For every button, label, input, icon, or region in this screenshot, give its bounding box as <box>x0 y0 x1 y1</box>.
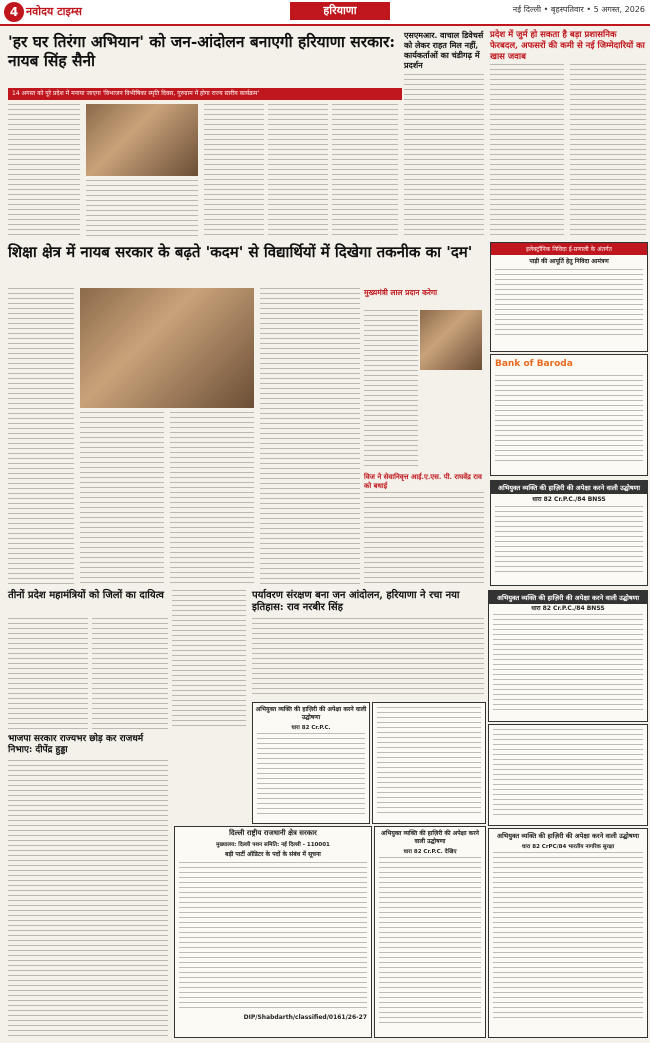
lead-photo-caption <box>86 180 198 236</box>
right-body-col2 <box>570 64 646 236</box>
public-notice <box>174 826 372 1038</box>
lead-body-col1 <box>8 104 80 236</box>
edu-body-col2 <box>80 412 164 584</box>
ad-3 <box>488 590 648 722</box>
ad-2b <box>372 702 486 824</box>
page-number: 4 <box>4 2 24 22</box>
ad-1-title: अभियुक्त व्यक्ति की हाज़िरी की अपेक्षा करने वाली उद्घोषणा <box>491 481 647 494</box>
ad-2 <box>252 702 370 824</box>
notice-body: बड़ी पार्टी ऑडिटर के पदों के संबंध में सूचना <box>225 851 321 858</box>
edu-photo <box>80 288 254 408</box>
ad-1-sub: धारा 82 Cr.P.C./84 BNSS <box>532 496 606 503</box>
bl-body-col2 <box>92 618 168 730</box>
ad-4 <box>374 826 486 1038</box>
notice-code: DIP/Shabdarth/classified/0161/26-27 <box>243 1014 367 1021</box>
mid-body2 <box>364 492 484 584</box>
brand-logo: नवोदय टाइम्स <box>26 5 82 18</box>
bottom-left-headline: तीनों प्रदेश महामंत्रियों को जिलों का दायित्व <box>8 590 164 601</box>
ad-2-sub: धारा 82 Cr.P.C. <box>291 725 331 731</box>
ad-3-title: अभियुक्त व्यक्ति की हाज़िरी की अपेक्षा करने वाली उद्घोषणा <box>489 591 647 604</box>
tender-notice <box>490 242 648 352</box>
ad-5 <box>488 724 648 826</box>
bank-name: Bank of Baroda <box>495 359 573 369</box>
ad-6-sub: धारा 82 CrPC/84 भारतीय नागरिक सुरक्षा <box>521 844 615 850</box>
ad-2-title: अभियुक्त व्यक्ति की हाज़िरी की अपेक्षा करने वाली उद्घोषणा <box>255 706 367 721</box>
bl-body2 <box>8 760 168 1036</box>
section-title: हरियाणा <box>290 2 390 20</box>
notice-sub: मुख्यालय: दिल्ली पशन समिति: नई दिल्ली - 110001 <box>216 842 330 848</box>
ad-1 <box>490 480 648 586</box>
bank-notice <box>490 354 648 476</box>
side-headline: एसएमआर. वाचाल डिवेचर्स को लेकर राहत मिल नहीं, कार्यकर्ताओं का चंडीगढ़ में प्रदर्शन <box>404 30 484 70</box>
mid-headline: मुख्यमंत्री लाल प्रदान करेगा <box>364 288 438 297</box>
lead-body-col2 <box>204 104 264 236</box>
lead-photo <box>86 104 198 176</box>
side-body <box>404 74 484 236</box>
bm-body <box>252 618 484 698</box>
right-headline: प्रदेश में जुर्म हो सकता है बड़ा प्रशासनिक फेरबदल, अफसरों की कमी से नई जिम्मेदारियों का खास जवाब <box>490 30 645 62</box>
tender-sub: पाड़ी की आपूर्ति हेतु निविदा आमंत्रण <box>529 258 609 265</box>
ad-4-title: अभियुक्त व्यक्ति की हाज़िरी की अपेक्षा करने वाली उद्घोषणा <box>380 830 480 845</box>
bl-body-col1 <box>8 618 88 730</box>
ad-6 <box>488 828 648 1038</box>
edu-body-col4 <box>260 288 360 584</box>
notice-title: दिल्ली राष्ट्रीय राजधानी क्षेत्र सरकार <box>229 829 317 837</box>
ad-3-sub: धारा 82 Cr.P.C./84 BNSS <box>531 605 605 612</box>
right-body-col1 <box>490 64 564 236</box>
edu-body-col1 <box>8 288 74 584</box>
mid-photo <box>420 310 482 370</box>
bottom-mid-headline: पर्यावरण संरक्षण बना जन आंदोलन, हरियाणा ने रचा नया इतिहास: राव नरबीर सिंह <box>252 590 460 613</box>
lead-body-col4 <box>332 104 398 236</box>
lead-subhead: 14 अगस्त को पूरे प्रदेश में मनाया जाएगा 'विभाजन विभीषिका स्मृति दिवस, गुरुग्राम में होगा राज्य स्तरीय कार्यक्रम' <box>8 88 402 100</box>
ad-4-sub: धारा 82 Cr.P.C. देखिए <box>403 849 457 855</box>
lead-headline: 'हर घर तिरंगा अभियान' को जन-आंदोलन बनाएगी हरियाणा सरकार: नायब सिंह सैनी <box>8 32 396 70</box>
mid-subheadline: विज ने सेवानिवृत्त आई.ए.एस. पी. राघवेंद्र राव को बधाई <box>364 472 482 490</box>
issue-date: नई दिल्ली • बृहस्पतिवार • 5 अगस्त, 2026 <box>512 5 645 14</box>
lead-body-col3 <box>268 104 328 236</box>
tender-title: इलेक्ट्रॉनिक निविदा ई-प्रणाली के अंतर्गत <box>491 243 647 255</box>
ad-6-title: अभियुक्त व्यक्ति की हाज़िरी की अपेक्षा करने वाली उद्घोषणा <box>496 832 639 840</box>
bl-body-col3 <box>172 590 246 730</box>
edu-body-col3 <box>170 412 254 584</box>
bottom-left-sub: भाजपा सरकार राज्यभर छोड़ कर राजधर्म निभाए: दीपेंद्र हुड्डा <box>8 734 144 755</box>
mid-body <box>364 310 418 470</box>
education-headline: शिक्षा क्षेत्र में नायब सरकार के बढ़ते 'कदम' से विद्यार्थियों में दिखेगा तकनीक का 'दम' <box>8 243 473 261</box>
